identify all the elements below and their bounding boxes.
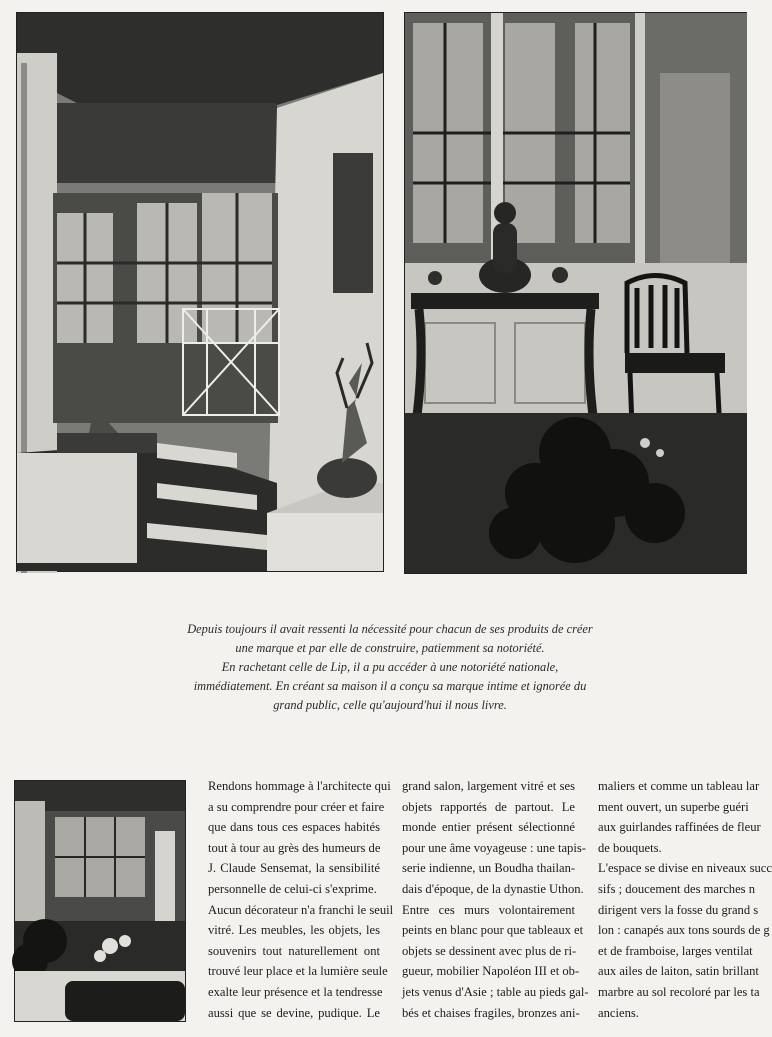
text-line: L'espace se divise en niveaux succ bbox=[598, 861, 772, 876]
interior-photo-salon-windows-icon bbox=[15, 781, 185, 1021]
text-line: lon : canapés aux tons sourds de g bbox=[598, 923, 770, 938]
text-line: aussi que se devine, pudique. Le bbox=[208, 1005, 380, 1020]
interior-photo-console-buddha-chair-icon bbox=[405, 13, 747, 573]
text-line: aux guirlandes raffinées de fleur bbox=[598, 820, 761, 835]
text-line: Rendons hommage à l'architecte qui bbox=[208, 779, 391, 793]
text-line: dais d'époque, de la dynastie Uthon. bbox=[402, 881, 584, 896]
text-line: anciens. bbox=[598, 1005, 639, 1020]
text-line: de bouquets. bbox=[598, 840, 662, 855]
caption-line: En rachetant celle de Lip, il a pu accéder à une notoriété nationale, bbox=[221, 660, 559, 674]
text-line: sifs ; doucement des marches n bbox=[598, 881, 756, 896]
text-line: dirigent vers la fosse du grand s bbox=[598, 902, 759, 917]
caption-line: Depuis toujours il avait ressenti la nécessité pour chacun de ses produits de créer bbox=[187, 622, 593, 636]
photo-caption bbox=[170, 620, 610, 715]
text-line: et de framboise, larges ventilat bbox=[598, 943, 753, 958]
text-line: trouvé leur place et la lumière seule bbox=[208, 964, 388, 979]
interior-photo-staircase-deer-icon bbox=[17, 13, 383, 571]
text-column-2 bbox=[402, 776, 589, 1023]
text-line: serie indienne, un Boudha thailan- bbox=[402, 861, 576, 876]
text-line: peints en blanc pour que tableaux et bbox=[402, 923, 584, 938]
caption-line: grand public, celle qu'aujourd'hui il nous livre. bbox=[273, 698, 507, 712]
caption-line: une marque et par elle de construire, patiemment sa notoriété. bbox=[235, 641, 545, 655]
text-line: objets rapportés de partout. Le bbox=[402, 799, 575, 814]
photo-staircase-interior bbox=[16, 12, 384, 572]
text-column-3 bbox=[598, 776, 772, 1023]
text-line: tout à tour au grès des humeurs de bbox=[208, 840, 381, 855]
text-line: Entre ces murs volontairement bbox=[402, 902, 575, 917]
photo-console-buddha bbox=[404, 12, 747, 574]
text-line: jets venus d'Asie ; table au pieds gal- bbox=[402, 984, 589, 999]
caption-line: immédiatement. En créant sa maison il a conçu sa marque intime et ignorée du bbox=[193, 679, 587, 693]
text-line: J. Claude Sensemat, la sensibilité bbox=[208, 861, 380, 876]
text-line: gueur, mobilier Napoléon III et ob- bbox=[402, 964, 580, 979]
text-line: monde entier présent sélectionné bbox=[402, 820, 575, 835]
text-line: personnelle de celui-ci s'exprime. bbox=[208, 881, 377, 896]
photo-salon bbox=[14, 780, 186, 1022]
text-line: maliers et comme un tableau lar bbox=[598, 779, 760, 793]
text-line: a su comprendre pour créer et faire bbox=[208, 799, 385, 814]
text-line: marbre au sol recoloré par les ta bbox=[598, 984, 760, 999]
text-line: exalte leur présence et la tendresse bbox=[208, 984, 383, 999]
text-line: grand salon, largement vitré et ses bbox=[402, 779, 575, 793]
text-line: aux ailes de laiton, satin brillant bbox=[598, 964, 759, 979]
text-line: bés et chaises fragiles, bronzes ani- bbox=[402, 1005, 580, 1020]
text-line: objets se dessinent avec plus de ri- bbox=[402, 943, 577, 958]
text-line: vitré. Les meubles, les objets, les bbox=[208, 923, 380, 938]
text-line: souvenirs tout naturellement ont bbox=[208, 943, 380, 958]
text-line: que dans tous ces espaces habités bbox=[208, 820, 380, 835]
text-line: ment ouvert, un superbe guéri bbox=[598, 799, 749, 814]
text-column-1 bbox=[208, 776, 394, 1023]
text-line: Aucun décorateur n'a franchi le seuil bbox=[208, 902, 394, 917]
text-line: pour une âme voyageuse : une tapis- bbox=[402, 840, 586, 855]
